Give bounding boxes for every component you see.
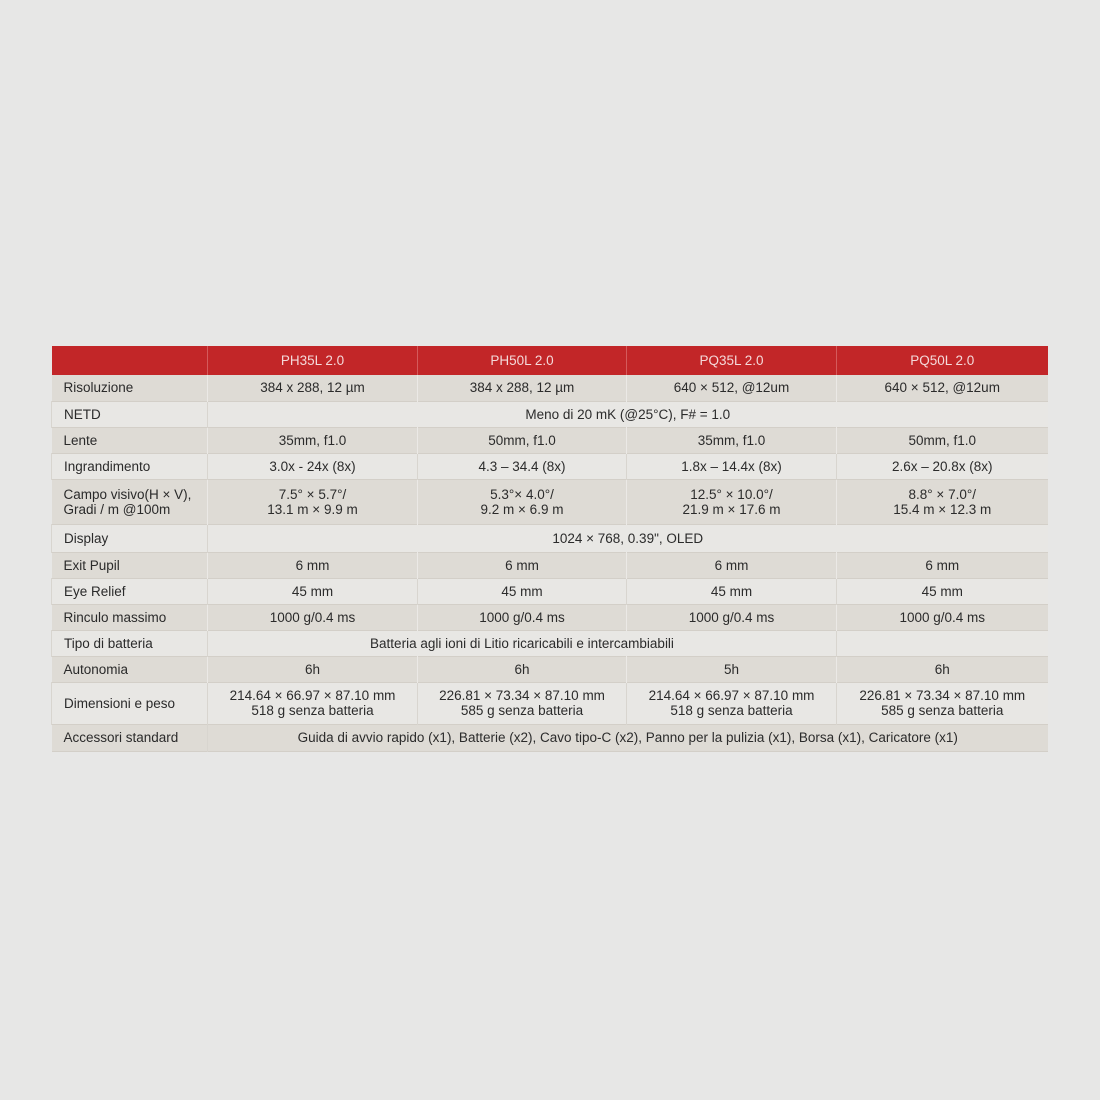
cell-value: 45 mm — [418, 578, 627, 604]
row-rinculo-massimo — [52, 604, 1048, 630]
cell-value-line: 518 g senza batteria — [670, 703, 793, 718]
row-dimensioni-e-peso — [52, 682, 1048, 724]
cell-value: 50mm, f1.0 — [418, 427, 627, 453]
header-model-ph50l: PH50L 2.0 — [418, 346, 627, 375]
cell-value: 45 mm — [627, 578, 837, 604]
row-label — [52, 479, 208, 524]
cell-value: 6 mm — [837, 552, 1048, 578]
cell-value-line: 585 g senza batteria — [881, 703, 1004, 718]
cell-merged-value: 1024 × 768, 0.39", OLED — [208, 524, 1048, 552]
cell-value-line: 21.9 m × 17.6 m — [682, 501, 781, 517]
cell-value: 6h — [418, 656, 627, 682]
cell-value — [208, 479, 418, 524]
header-model-pq35l: PQ35L 2.0 — [627, 346, 837, 375]
cell-value: 6 mm — [208, 552, 418, 578]
row-display — [52, 524, 1048, 552]
cell-value: 1000 g/0.4 ms — [627, 604, 837, 630]
cell-value-line: 214.64 × 66.97 × 87.10 mm — [229, 688, 396, 703]
row-accessori-standard — [52, 724, 1048, 751]
row-campo-visivo — [52, 479, 1048, 524]
cell-value-line: 226.81 × 73.34 × 87.10 mm — [439, 688, 605, 703]
cell-value — [627, 479, 837, 524]
row-label-line: Gradi / m @100m — [63, 501, 171, 517]
cell-value-line: 585 g senza batteria — [460, 703, 584, 718]
row-risoluzione — [52, 375, 1048, 401]
row-label: Dimensioni e peso — [52, 682, 208, 724]
cell-value — [418, 682, 627, 724]
row-label-line: Campo visivo(H × V), — [63, 486, 192, 502]
cell-value: 45 mm — [208, 578, 418, 604]
row-label: Risoluzione — [63, 380, 134, 396]
cell-value-line: 12.5° × 10.0°/ — [690, 486, 773, 502]
row-lente — [52, 427, 1048, 453]
cell-value: 1000 g/0.4 ms — [837, 604, 1048, 630]
cell-value — [208, 682, 418, 724]
cell-value: 384 x 288, 12 µm — [208, 375, 418, 401]
row-label: Display — [52, 524, 208, 552]
cell-merged-value: Meno di 20 mK (@25°C), F# = 1.0 — [208, 401, 1048, 427]
cell-value — [418, 479, 627, 524]
cell-value-line: 13.1 m × 9.9 m — [267, 501, 358, 517]
cell-value: 640 × 512, @12um — [837, 375, 1048, 401]
cell-value: 6 mm — [418, 552, 627, 578]
header-model-pq50l: PQ50L 2.0 — [837, 346, 1048, 375]
cell-value: 1.8x – 14.4x (8x) — [627, 453, 837, 479]
cell-value: 2.6x – 20.8x (8x) — [837, 453, 1048, 479]
header-label-cell — [52, 346, 208, 375]
cell-value-line: 5.3°× 4.0°/ — [490, 486, 554, 502]
cell-value: 384 x 288, 12 µm — [418, 375, 627, 401]
row-label: Lente — [63, 432, 98, 448]
row-label: Ingrandimento — [52, 453, 208, 479]
cell-value — [837, 682, 1048, 724]
cell-empty — [837, 630, 1048, 656]
cell-value-line: 226.81 × 73.34 × 87.10 mm — [859, 688, 1026, 703]
cell-value — [627, 682, 837, 724]
cell-value — [837, 479, 1048, 524]
cell-value-line: 15.4 m × 12.3 m — [893, 501, 992, 517]
cell-value: 50mm, f1.0 — [837, 427, 1048, 453]
cell-merged-value: Batteria agli ioni di Litio ricaricabili e intercambiabili — [208, 630, 837, 656]
cell-value: 4.3 – 34.4 (8x) — [418, 453, 627, 479]
cell-value: 35mm, f1.0 — [627, 427, 837, 453]
row-label: Exit Pupil — [63, 557, 120, 573]
cell-value: 5h — [627, 656, 837, 682]
row-netd — [52, 401, 1048, 427]
row-label: Accessori standard — [63, 730, 179, 745]
cell-value: 640 × 512, @12um — [627, 375, 837, 401]
row-ingrandimento — [52, 453, 1048, 479]
cell-value: 3.0x - 24x (8x) — [208, 453, 418, 479]
header-model-ph35l: PH35L 2.0 — [208, 346, 418, 375]
spec-table — [51, 346, 1048, 752]
cell-merged-value: Guida di avvio rapido (x1), Batterie (x2), Cavo tipo-C (x2), Panno per la pulizia (x1), Borsa (x1), Caricatore (x1) — [208, 724, 1048, 751]
row-exit-pupil — [52, 552, 1048, 578]
row-label: NETD — [52, 401, 208, 427]
cell-value: 35mm, f1.0 — [208, 427, 418, 453]
cell-value: 6h — [208, 656, 418, 682]
cell-value-line: 214.64 × 66.97 × 87.10 mm — [648, 688, 815, 703]
row-label: Tipo di batteria — [52, 630, 208, 656]
cell-value: 1000 g/0.4 ms — [418, 604, 627, 630]
cell-value-line: 7.5° × 5.7°/ — [278, 486, 347, 502]
row-label: Eye Relief — [52, 578, 208, 604]
cell-value: 45 mm — [837, 578, 1048, 604]
cell-value-line: 8.8° × 7.0°/ — [908, 486, 976, 502]
header-row — [52, 346, 1048, 375]
row-eye-relief — [52, 578, 1048, 604]
row-label: Rinculo massimo — [63, 609, 167, 625]
row-tipo-di-batteria — [52, 630, 1048, 656]
row-autonomia — [52, 656, 1048, 682]
cell-value: 6h — [837, 656, 1048, 682]
row-label: Autonomia — [63, 661, 129, 677]
cell-value-line: 9.2 m × 6.9 m — [480, 501, 564, 517]
cell-value-line: 518 g senza batteria — [251, 703, 374, 718]
cell-value: 1000 g/0.4 ms — [208, 604, 418, 630]
cell-value: 6 mm — [627, 552, 837, 578]
